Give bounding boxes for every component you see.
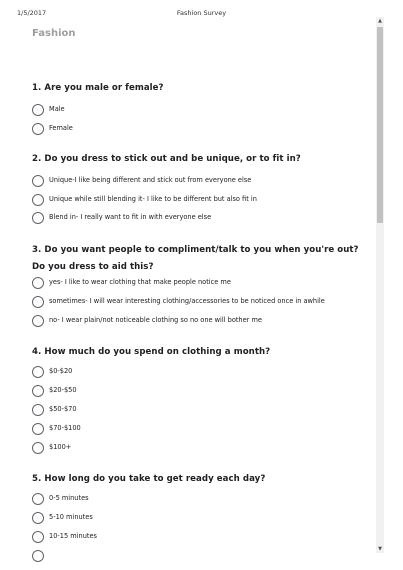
option-label: 10-15 minutes: [49, 532, 97, 540]
option-unique-blend[interactable]: [32, 194, 362, 208]
radio-button[interactable]: [32, 385, 44, 397]
option-0-20[interactable]: [32, 366, 362, 380]
question-5-title: 5. How long do you take to get ready each day?: [32, 474, 266, 484]
radio-button[interactable]: [32, 175, 44, 187]
print-title: Fashion Survey: [176, 9, 227, 17]
radio-button[interactable]: [32, 104, 44, 116]
scroll-up-icon[interactable]: ▲: [378, 18, 382, 24]
scrollbar[interactable]: [376, 17, 384, 553]
option-label: no- I wear plain/not noticeable clothing so no one will bother me: [49, 316, 262, 324]
option-label: Unique while still blending it- I like to be different but also fit in: [49, 195, 257, 203]
question-3-title: 3. Do you want people to compliment/talk to you when you're out? Do you dress to aid this?: [32, 245, 359, 272]
radio-button[interactable]: [32, 550, 44, 562]
radio-button[interactable]: [32, 315, 44, 327]
option-label: $100+: [49, 443, 72, 451]
option-sometimes[interactable]: [32, 296, 362, 310]
print-date: 1/5/2017: [17, 9, 47, 17]
option-yes[interactable]: [32, 277, 362, 291]
option-label: $20-$50: [49, 386, 77, 394]
radio-button[interactable]: [32, 512, 44, 524]
option-label: $70-$100: [49, 424, 81, 432]
option-female[interactable]: [32, 123, 362, 137]
print-header: [0, 0, 403, 20]
option-20-50[interactable]: [32, 385, 362, 399]
option-male[interactable]: [32, 104, 362, 118]
option-label: sometimes- I will wear interesting clothing/accessories to be noticed once in awhile: [49, 297, 325, 305]
option-unique[interactable]: [32, 175, 362, 189]
scroll-down-icon[interactable]: ▼: [378, 546, 382, 552]
question-1-title: 1. Are you male or female?: [32, 83, 164, 93]
radio-button[interactable]: [32, 194, 44, 206]
option-blend-in[interactable]: [32, 212, 362, 226]
option-10-15-minutes[interactable]: [32, 531, 362, 545]
radio-button[interactable]: [32, 493, 44, 505]
option-label: Female: [49, 124, 73, 132]
option-0-5-minutes[interactable]: [32, 493, 362, 507]
option-label: Blend in- I really want to fit in with everyone else: [49, 213, 212, 221]
question-2-title: 2. Do you dress to stick out and be unique, or to fit in?: [32, 154, 301, 164]
radio-button[interactable]: [32, 123, 44, 135]
option-partial[interactable]: [32, 550, 362, 564]
radio-button[interactable]: [32, 423, 44, 435]
option-label: 0-5 minutes: [49, 494, 89, 502]
radio-button[interactable]: [32, 442, 44, 454]
radio-button[interactable]: [32, 531, 44, 543]
option-label: 5-10 minutes: [49, 513, 93, 521]
option-label: $0-$20: [49, 367, 73, 375]
question-4-title: 4. How much do you spend on clothing a month?: [32, 347, 271, 357]
radio-button[interactable]: [32, 277, 44, 289]
form-title: Fashion: [32, 28, 76, 39]
scroll-thumb[interactable]: [377, 27, 383, 223]
option-label: Unique-I like being different and stick out from everyone else: [49, 176, 252, 184]
radio-button[interactable]: [32, 212, 44, 224]
option-70-100[interactable]: [32, 423, 362, 437]
option-label: $50-$70: [49, 405, 77, 413]
option-label: Male: [49, 105, 65, 113]
option-5-10-minutes[interactable]: [32, 512, 362, 526]
radio-button[interactable]: [32, 404, 44, 416]
option-label: yes- I like to wear clothing that make people notice me: [49, 278, 231, 286]
option-100-plus[interactable]: [32, 442, 362, 456]
option-no[interactable]: [32, 315, 362, 329]
radio-button[interactable]: [32, 366, 44, 378]
option-50-70[interactable]: [32, 404, 362, 418]
radio-button[interactable]: [32, 296, 44, 308]
